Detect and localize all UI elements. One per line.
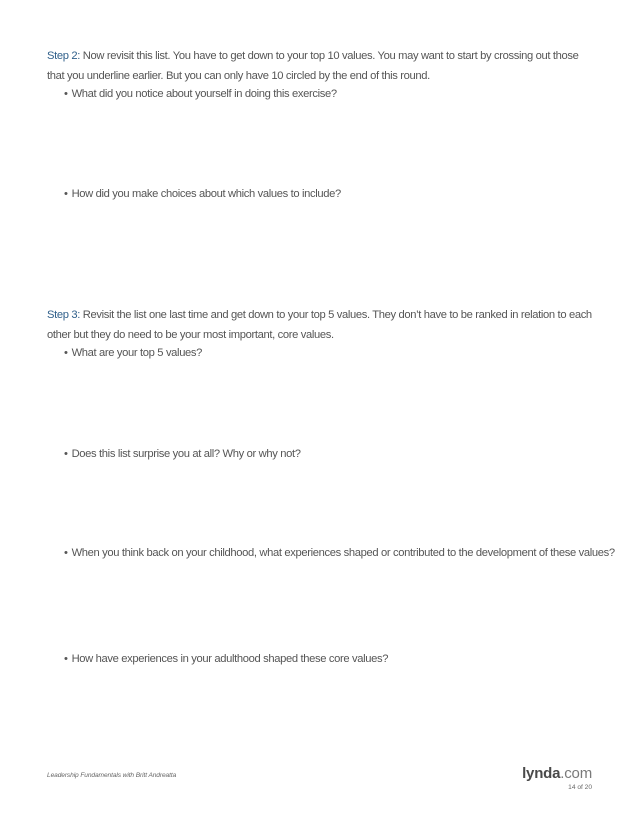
step-2-question-1 bbox=[64, 86, 624, 102]
bullet-icon: • bbox=[64, 448, 68, 460]
page-number: 14 of 20 bbox=[568, 784, 592, 791]
bullet-icon: • bbox=[64, 347, 68, 359]
question-text: What did you notice about yourself in doing this exercise? bbox=[71, 88, 337, 100]
bullet-icon: • bbox=[64, 188, 68, 200]
bullet-icon: • bbox=[64, 88, 68, 100]
question-text: What are your top 5 values? bbox=[71, 347, 203, 359]
step-3-question-1 bbox=[64, 345, 624, 361]
question-text: How did you make choices about which values to include? bbox=[71, 188, 341, 200]
step-3-question-2 bbox=[64, 446, 624, 462]
step-2-label: Step 2: bbox=[47, 50, 81, 62]
step-3-question-3 bbox=[64, 545, 624, 561]
question-text: When you think back on your childhood, what experiences shaped or contributed to the development of these values? bbox=[71, 547, 615, 559]
step-3-question-4 bbox=[64, 651, 624, 667]
step-3-label: Step 3: bbox=[47, 309, 81, 321]
question-text: Does this list surprise you at all? Why or why not? bbox=[71, 448, 301, 460]
question-text: How have experiences in your adulthood shaped these core values? bbox=[71, 653, 389, 665]
logo-wordmark: lynda bbox=[522, 765, 561, 782]
step-2-text: Now revisit this list. You have to get down to your top 10 values. You may want to start by crossing out those that you underline earlier. But you can only have 10 circled by the end of this round. bbox=[47, 50, 579, 82]
footer-course-credit: Leadership Fundamentals with Britt Andreatta bbox=[47, 772, 177, 779]
step-2-paragraph bbox=[47, 46, 595, 86]
step-3-text: Revisit the list one last time and get down to your top 5 values. They don’t have to be ranked in relation to each other but they do need to be your most important, core values. bbox=[47, 309, 592, 341]
bullet-icon: • bbox=[64, 547, 68, 559]
step-3-paragraph bbox=[47, 305, 595, 345]
lynda-logo bbox=[522, 765, 592, 782]
step-2-question-2 bbox=[64, 186, 624, 202]
logo-domain: .com bbox=[560, 765, 592, 782]
bullet-icon: • bbox=[64, 653, 68, 665]
